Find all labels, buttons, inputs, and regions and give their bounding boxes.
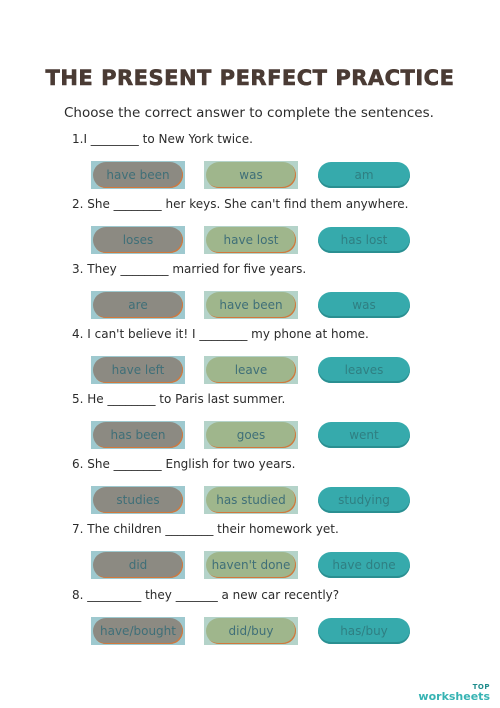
question-8-option-a[interactable] xyxy=(91,617,185,645)
question-8: 8. _________ they _______ a new car recently? xyxy=(72,588,340,602)
question-3-option-a[interactable] xyxy=(91,291,185,319)
option-label: was xyxy=(318,292,410,318)
option-label: did/buy xyxy=(206,618,296,644)
option-label: studies xyxy=(93,487,183,513)
question-2-option-a[interactable] xyxy=(91,226,185,254)
question-8-option-c[interactable] xyxy=(317,617,411,645)
option-label: leave xyxy=(206,357,296,383)
option-label: are xyxy=(93,292,183,318)
option-label: leaves xyxy=(318,357,410,383)
question-3-option-b[interactable] xyxy=(204,291,298,319)
option-label: studying xyxy=(318,487,410,513)
question-4-option-a[interactable] xyxy=(91,356,185,384)
page-title: THE PRESENT PERFECT PRACTICE xyxy=(45,66,455,90)
question-2: 2. She ________ her keys. She can't find them anywhere. xyxy=(72,197,409,211)
option-label: has/buy xyxy=(318,618,410,644)
option-label: have left xyxy=(93,357,183,383)
question-8-option-b[interactable] xyxy=(204,617,298,645)
option-label: have been xyxy=(206,292,296,318)
question-5-option-b[interactable] xyxy=(204,421,298,449)
option-label: loses xyxy=(93,227,183,253)
question-4-option-b[interactable] xyxy=(204,356,298,384)
question-3-option-c[interactable] xyxy=(317,291,411,319)
option-label: went xyxy=(318,422,410,448)
option-label: goes xyxy=(206,422,296,448)
question-6-option-c[interactable] xyxy=(317,486,411,514)
logo-top-text: TOP xyxy=(472,683,490,691)
question-3: 3. They ________ married for five years. xyxy=(72,262,307,276)
question-5: 5. He ________ to Paris last summer. xyxy=(72,392,286,406)
option-label: has lost xyxy=(318,227,410,253)
instructions: Choose the correct answer to complete the sentences. xyxy=(64,105,434,121)
option-label: haven't done xyxy=(206,552,296,578)
question-6: 6. She ________ English for two years. xyxy=(72,457,296,471)
option-label: have lost xyxy=(206,227,296,253)
question-4: 4. I can't believe it! I ________ my phone at home. xyxy=(72,327,369,341)
question-7-option-c[interactable] xyxy=(317,551,411,579)
option-label: have/bought xyxy=(93,618,183,644)
option-label: has studied xyxy=(206,487,296,513)
question-7-option-a[interactable] xyxy=(91,551,185,579)
question-6-option-a[interactable] xyxy=(91,486,185,514)
question-7: 7. The children ________ their homework yet. xyxy=(72,522,339,536)
question-1: 1.I ________ to New York twice. xyxy=(72,132,253,146)
question-1-option-a[interactable] xyxy=(91,161,185,189)
question-2-option-b[interactable] xyxy=(204,226,298,254)
question-5-option-c[interactable] xyxy=(317,421,411,449)
option-label: has been xyxy=(93,422,183,448)
option-label: have been xyxy=(93,162,183,188)
question-1-option-b[interactable] xyxy=(204,161,298,189)
question-2-option-c[interactable] xyxy=(317,226,411,254)
brand-logo xyxy=(418,684,490,702)
question-4-option-c[interactable] xyxy=(317,356,411,384)
option-label: did xyxy=(93,552,183,578)
option-label: have done xyxy=(318,552,410,578)
question-6-option-b[interactable] xyxy=(204,486,298,514)
logo-bottom-text: worksheets xyxy=(418,690,490,703)
question-1-option-c[interactable] xyxy=(317,161,411,189)
option-label: was xyxy=(206,162,296,188)
question-7-option-b[interactable] xyxy=(204,551,298,579)
option-label: am xyxy=(318,162,410,188)
question-5-option-a[interactable] xyxy=(91,421,185,449)
